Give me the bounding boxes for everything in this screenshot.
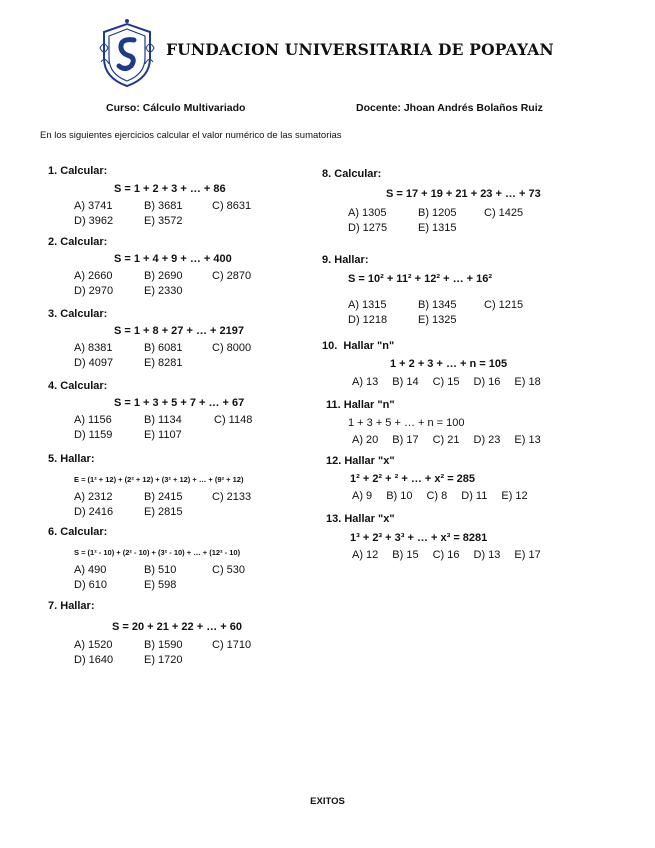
exercise-title: 1. Calcular: (48, 165, 108, 177)
option: D) 16 (473, 376, 501, 388)
exercise-title: 6. Calcular: (48, 526, 108, 538)
option: C) 16 (432, 549, 460, 561)
exercise-3 (48, 308, 107, 320)
exercise-7-formula: S = 20 + 21 + 22 + … + 60 (112, 621, 242, 633)
exercise-9-formula: S = 10² + 11² + 12² + … + 16² (348, 273, 493, 285)
exercise-6-options (74, 563, 294, 593)
exercise-5-formula: E = (1² + 12) + (2² + 12) + (3² + 12) + … + (9² + 12) (74, 475, 244, 484)
option: B) 6081 (144, 342, 183, 354)
option: D) 610 (74, 579, 108, 591)
option: D) 1640 (74, 654, 114, 666)
option: A) 9 (352, 490, 373, 502)
option: A) 13 (352, 376, 379, 388)
exercise-9-options (348, 298, 568, 328)
option: B) 2415 (144, 491, 183, 503)
exercise-title: 2. Calcular: (48, 236, 108, 248)
option: A) 2312 (74, 491, 113, 503)
option: E) 1315 (418, 222, 457, 234)
exercise-2-formula: S = 1 + 4 + 9 + … + 400 (114, 253, 232, 265)
option: C) 8000 (212, 342, 252, 354)
option: E) 598 (144, 579, 177, 591)
option: B) 1345 (418, 299, 457, 311)
option: D) 13 (473, 549, 501, 561)
instructions: En los siguientes ejercicios calcular el valor numérico de las sumatorias (40, 130, 342, 141)
exercise-title: 5. Hallar: (48, 453, 95, 465)
option: D) 4097 (74, 357, 114, 369)
exercise-4-formula: S = 1 + 3 + 5 + 7 + … + 67 (114, 397, 245, 409)
option: C) 15 (432, 376, 460, 388)
exercise-9 (322, 254, 369, 266)
option: C) 21 (432, 434, 460, 446)
exercise-10-formula: 1 + 2 + 3 + … + n = 105 (390, 358, 508, 370)
option: E) 1720 (144, 654, 183, 666)
option: B) 2690 (144, 270, 183, 282)
exercise-title: 7. Hallar: (48, 600, 95, 612)
exercise-title: 12. Hallar "x" (326, 455, 395, 467)
option: D) 3962 (74, 215, 114, 227)
option: A) 20 (352, 434, 379, 446)
option: E) 2330 (144, 285, 183, 297)
option: D) 1275 (348, 222, 388, 234)
option: E) 18 (514, 376, 541, 388)
option: C) 1148 (214, 414, 253, 426)
option: B) 15 (392, 549, 419, 561)
course-label: Curso: Cálculo Multivariado (106, 102, 246, 114)
option: E) 12 (501, 490, 528, 502)
exercise-13 (326, 513, 395, 525)
option: A) 1305 (348, 207, 387, 219)
footer-text: EXITOS (310, 796, 345, 807)
exercise-title: 11. Hallar "n" (326, 399, 395, 411)
exercise-12-formula: 1² + 2² + ² + … + x² = 285 (350, 473, 476, 485)
option: E) 17 (514, 549, 541, 561)
exercise-13-options (352, 549, 555, 561)
exercise-title: 3. Calcular: (48, 308, 108, 320)
option: D) 2416 (74, 506, 114, 518)
option: A) 3741 (74, 200, 113, 212)
option: A) 12 (352, 549, 379, 561)
exercise-4 (48, 380, 107, 392)
option: C) 1215 (484, 299, 524, 311)
option: C) 1710 (212, 639, 252, 651)
option: C) 8631 (212, 200, 252, 212)
option: B) 3681 (144, 200, 183, 212)
exercise-1-formula: S = 1 + 2 + 3 + … + 86 (114, 183, 226, 195)
exercise-6-formula: S = (1² - 10) + (2² - 10) + (3² - 10) + … + (12² - 10) (74, 548, 241, 557)
option: D) 2970 (74, 285, 114, 297)
option: B) 17 (392, 434, 419, 446)
exercise-1 (48, 165, 107, 177)
option: B) 1134 (144, 414, 182, 426)
option: E) 8281 (144, 357, 183, 369)
option: B) 10 (386, 490, 413, 502)
option: B) 510 (144, 564, 177, 576)
exercise-10 (322, 340, 394, 352)
option: B) 14 (392, 376, 419, 388)
exercise-7 (48, 600, 95, 612)
exercise-5-options (74, 490, 294, 520)
option: E) 1107 (144, 429, 182, 441)
exercise-title: 4. Calcular: (48, 380, 108, 392)
exercise-12 (326, 455, 395, 467)
option: B) 1205 (418, 207, 457, 219)
exercise-8-options (348, 206, 568, 236)
exercise-7-options (74, 638, 294, 668)
exercise-3-options (74, 341, 294, 371)
university-seal-logo (98, 18, 156, 88)
exercise-5 (48, 453, 95, 465)
exercise-10-options (352, 376, 555, 388)
exercise-8-formula: S = 17 + 19 + 21 + 23 + … + 73 (386, 188, 541, 200)
exercise-11-options (352, 434, 555, 446)
exercise-title: 13. Hallar "x" (326, 513, 395, 525)
teacher-label: Docente: Jhoan Andrés Bolaños Ruiz (356, 102, 543, 114)
exercise-13-formula: 1³ + 2³ + 3³ + … + x³ = 8281 (350, 532, 488, 544)
exercise-11 (326, 399, 395, 411)
option: A) 8381 (74, 342, 113, 354)
exercise-2-options (74, 269, 294, 299)
option: C) 2133 (212, 491, 252, 503)
exercise-3-formula: S = 1 + 8 + 27 + … + 2197 (114, 325, 244, 337)
exercise-1-options (74, 199, 294, 229)
option: A) 1156 (74, 414, 112, 426)
exercise-title: 9. Hallar: (322, 254, 369, 266)
exercise-6 (48, 526, 107, 538)
option: A) 1315 (348, 299, 387, 311)
exercise-title: 8. Calcular: (322, 168, 382, 180)
option: E) 1325 (418, 314, 457, 326)
institution-name: FUNDACION UNIVERSITARIA DE POPAYAN (166, 40, 554, 59)
option: E) 13 (514, 434, 541, 446)
option: E) 3572 (144, 215, 183, 227)
option: C) 1425 (484, 207, 524, 219)
option: A) 2660 (74, 270, 113, 282)
option: D) 1159 (74, 429, 113, 441)
exercise-12-options (352, 490, 542, 502)
exercise-4-options (74, 413, 294, 443)
option: A) 490 (74, 564, 107, 576)
exercise-title: 10. Hallar "n" (322, 340, 395, 352)
option: C) 530 (212, 564, 246, 576)
option: E) 2815 (144, 506, 183, 518)
option: D) 11 (461, 490, 488, 502)
exercise-11-formula: 1 + 3 + 5 + … + n = 100 (348, 417, 465, 429)
option: D) 23 (473, 434, 501, 446)
option: C) 8 (426, 490, 448, 502)
option: D) 1218 (348, 314, 388, 326)
exercise-8 (322, 168, 381, 180)
option: B) 1590 (144, 639, 183, 651)
option: A) 1520 (74, 639, 113, 651)
option: C) 2870 (212, 270, 252, 282)
exercise-2 (48, 236, 107, 248)
